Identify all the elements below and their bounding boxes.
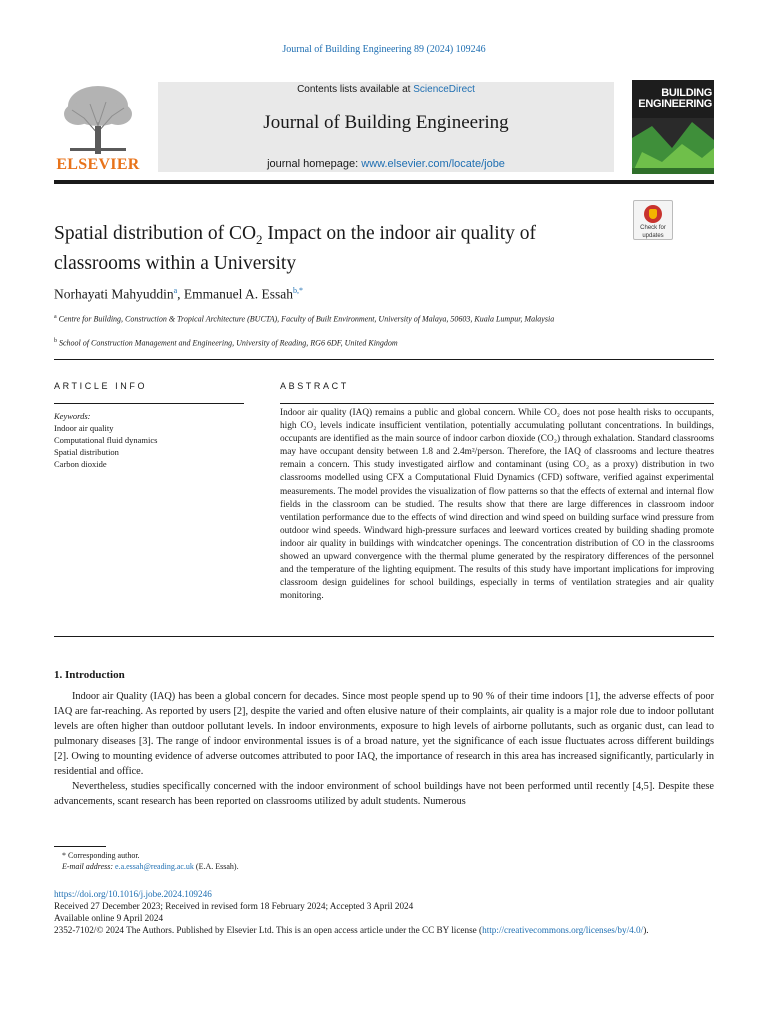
corresponding-author-note: * Corresponding author. <box>62 851 140 860</box>
contents-line <box>158 84 614 95</box>
affiliation-a <box>54 312 614 325</box>
affiliation-a-text: Centre for Building, Construction & Tropical Architecture (BUCTA), Faculty of Built Environment, University of Malaya, 50603, Kuala Lumpur, Malaysia <box>56 314 555 324</box>
keyword-item: Computational fluid dynamics <box>54 435 158 445</box>
author-2-affil-link[interactable]: b,* <box>293 286 304 295</box>
title-subscript: 2 <box>256 231 263 247</box>
homepage-line <box>158 158 614 170</box>
author-1[interactable]: Norhayati Mahyuddin <box>54 286 174 302</box>
paragraph: Nevertheless, studies specifically concerned with the indoor environment of school buildings have not been performed until recently [4,5]. Despite these advancements, scant research has been reported on classrooms utilized by adult students. Numerous <box>54 781 714 807</box>
footnote-divider <box>54 846 106 847</box>
introduction-body <box>54 689 714 809</box>
received-dates: Received 27 December 2023; Received in revised form 18 February 2024; Accepted 3 April 2024 <box>54 901 414 911</box>
header-divider <box>54 180 714 184</box>
elsevier-tree-icon <box>60 82 136 156</box>
check-for-updates-button[interactable] <box>633 200 673 240</box>
journal-banner <box>158 82 614 172</box>
article-info-heading: ARTICLE INFO <box>54 381 148 391</box>
article-metadata <box>54 888 714 936</box>
available-online-date: Available online 9 April 2024 <box>54 913 164 923</box>
affiliation-b-marker: b <box>54 338 57 344</box>
journal-title: Journal of Building Engineering <box>263 112 509 133</box>
title-text-2: Impact on the indoor air quality of classrooms within a University <box>54 223 537 274</box>
homepage-prefix: journal homepage: <box>267 158 362 170</box>
affiliations-divider <box>54 359 714 360</box>
keywords-list <box>54 410 157 470</box>
license-statement <box>54 924 714 936</box>
journal-homepage-link[interactable]: www.elsevier.com/locate/jobe <box>361 158 505 170</box>
cover-line-2: ENGINEERING <box>638 98 712 110</box>
elsevier-logo[interactable] <box>54 80 142 174</box>
cc-license-link[interactable]: http://creativecommons.org/licenses/by/4.0/ <box>482 925 644 935</box>
affiliation-a-marker: a <box>54 314 57 320</box>
journal-citation[interactable]: Journal of Building Engineering 89 (2024) 109246 <box>282 44 486 55</box>
abstract-bottom-divider <box>54 636 714 637</box>
license-text: 2352-7102/© 2024 The Authors. Published by Elsevier Ltd. This is an open access article under the CC BY license ( <box>54 925 483 935</box>
check-updates-label-2: updates <box>642 233 664 239</box>
cover-title <box>636 88 712 110</box>
article-title <box>54 222 614 276</box>
email-footnote <box>62 861 239 872</box>
affiliation-b-text: School of Construction Management and Engineering, University of Reading, RG6 6DF, United Kingdom <box>57 338 398 348</box>
author-email-link[interactable]: e.a.essah@reading.ac.uk <box>115 862 194 871</box>
abstract-heading: ABSTRACT <box>280 381 349 391</box>
email-suffix: (E.A. Essah). <box>193 862 239 871</box>
author-1-affil-link[interactable]: a <box>173 286 178 295</box>
check-updates-label-1: Check for <box>640 225 666 231</box>
license-suffix: ). <box>643 925 649 935</box>
section-heading-introduction: 1. Introduction <box>54 669 125 681</box>
abstract-body: Indoor air quality (IAQ) remains a public and global concern. While CO₂ does not pose health risks to occupants, high CO₂ levels indicate insufficient ventilation, potentially accumulating pollutant concentrations. In buildings, occupants are identified as the main source of indoor carbon dioxide (CO₂) through exhalation. Standard classrooms may have occupant density between 1.8 and 2.4m²/person. Therefore, the IAQ of classrooms and lecture theatres remain a concern. This study investigated airflow and contaminant (using CO₂ as a proxy) distribution in two classrooms modelled using CFX a Computational Fluid Dynamics (CFD) software, verified against experimental measurements. The model provides the visualization of flow patterns so that the effects of external and internal flow fields in the classroom can be studied. The results show that there are large differences in classroom indoor ventilation performance due to the effects of wind direction and wind speed on building surface wind pressure from outdoor wind speeds. Windward high-pressure surfaces and leeward vortices created by building shading promote indoor air quality in buildings with windcatcher openings. The concentration distribution of CO in the classrooms showed an upward convergence with the thermal plume generated by the respiratory differences of the personnel and the temperature of the lighting equipment. The results of this study have important implications for improving classroom design guidelines for school buildings, especially in terms of ventilation strategies and air quality monitoring. <box>280 408 714 602</box>
elsevier-wordmark: ELSEVIER <box>56 156 140 173</box>
keywords-label: Keywords: <box>54 411 91 421</box>
paragraph: Indoor air Quality (IAQ) has been a global concern for decades. Since most people spend up to 90 % of their time indoors [1], the adverse effects of poor IAQ are far-reaching. As reported by users [2], despite the varied and often elusive nature of their complaints, air quality is a major role due to indoor pollutant levels are often higher than outdoor pollutant levels. In indoor environments, exposure to high levels of airborne pollutants, such as organic dust, can lead to pulmonary diseases [3]. The range of indoor environmental issues is of a broad nature, yet the significance of each issue fluctuates across different buildings [2]. Owing to mounting evidence of adverse outcomes attributed to poor IAQ, the importance of research in this area has increased significantly, particularly in residential and office. <box>54 691 714 777</box>
masthead <box>54 80 714 174</box>
title-text-1: Spatial distribution of CO <box>54 223 257 244</box>
keyword-item: Spatial distribution <box>54 447 119 457</box>
contents-prefix: Contents lists available at <box>297 84 414 95</box>
crossmark-icon <box>644 205 662 223</box>
cover-artwork-icon <box>632 118 714 174</box>
email-label: E-mail address: <box>62 862 116 871</box>
keyword-item: Indoor air quality <box>54 423 114 433</box>
author-list <box>54 286 303 303</box>
sciencedirect-link[interactable]: ScienceDirect <box>413 84 475 95</box>
doi-link[interactable]: https://doi.org/10.1016/j.jobe.2024.109246 <box>54 889 212 899</box>
affiliation-b <box>54 336 614 349</box>
author-2[interactable]: , Emmanuel A. Essah <box>177 286 294 302</box>
keyword-item: Carbon dioxide <box>54 459 107 469</box>
article-info-divider <box>54 403 244 404</box>
journal-cover-thumbnail[interactable] <box>632 80 714 174</box>
cover-line-1: BUILDING <box>661 87 712 99</box>
abstract-divider <box>280 403 714 404</box>
